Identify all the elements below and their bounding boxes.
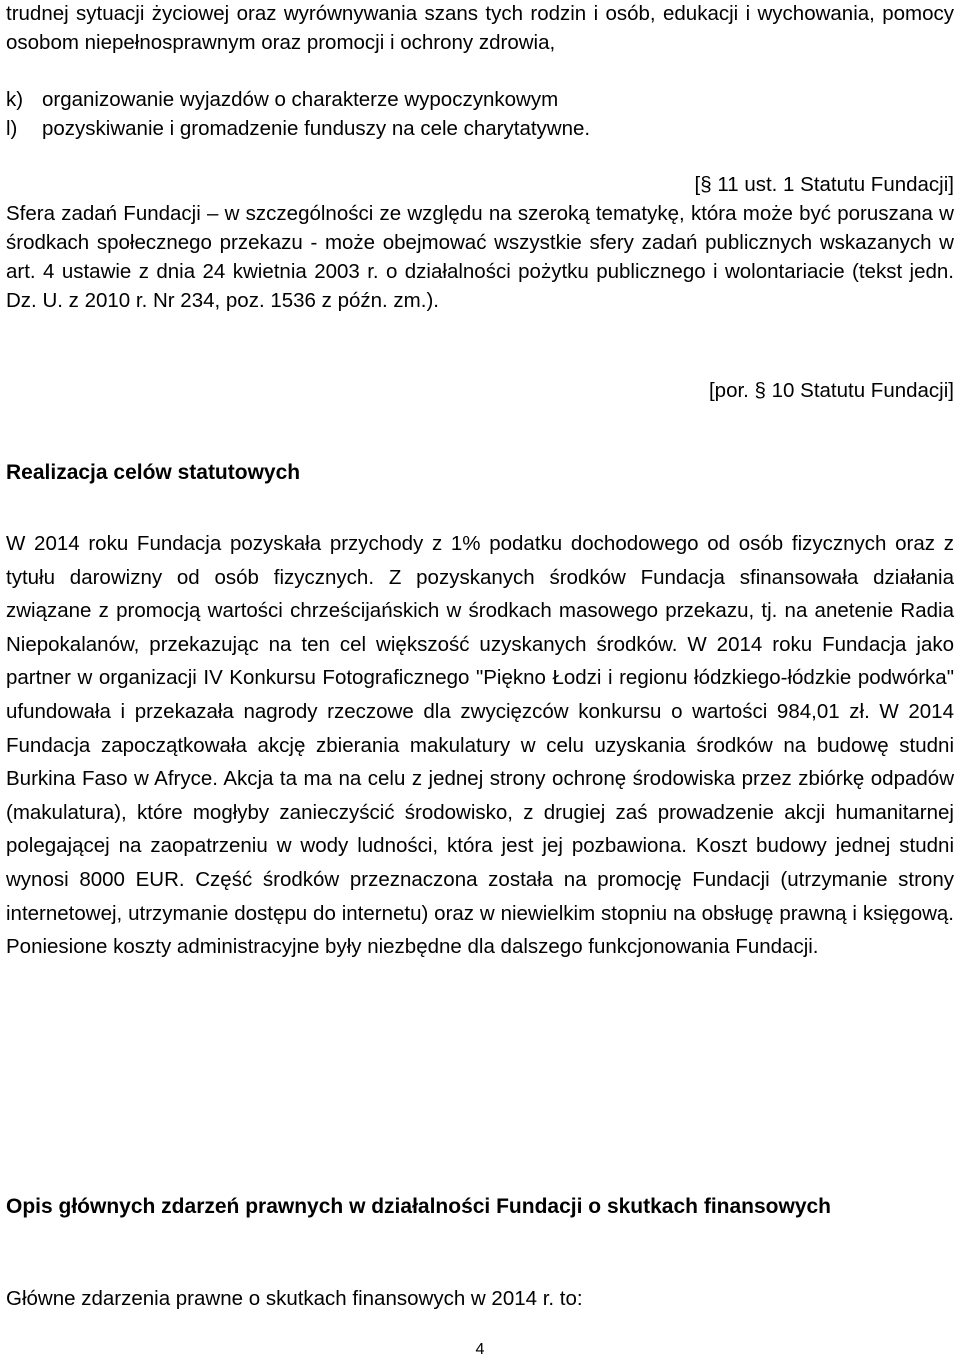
list-item-text: organizowanie wyjazdów o charakterze wypoczynkowym [42, 88, 559, 111]
list-marker: k) [6, 88, 24, 111]
statute-reference: [§ 11 ust. 1 Statutu Fundacji] [694, 173, 954, 196]
list-marker: l) [6, 117, 18, 140]
section-heading: Opis głównych zdarzeń prawnych w działalności Fundacji o skutkach finansowych [6, 1195, 832, 1218]
section-paragraph: W 2014 roku Fundacja pozyskała przychody z 1% podatku dochodowego od osób fizycznych oraz z tytułu darowizny od osób fizycznych. Z pozyskanych środków Fundacja sfinansowała działania związane z promocją wartości chrześcijańskich w środkach masowego przekazu, tj. na anetenie Radia Niepokalanów, przekazując na ten cel większość uzyskanych środków. W 2014 roku Fundacja jako partner w organizacji IV Konkursu Fotograficznego "Piękno Łodzi i regionu łódzkiego-łódzkie podwórka" ufundowała i przekazała nagrody rzeczowe dla zwycięzców konkursu o wartości 984,01 zł. W 2014 Fundacja zapoczątkowała akcję zbierania makulatury w celu uzyskania środków na budowę studni Burkina Faso w Afryce. Akcja ta ma na celu z jednej strony ochronę środowiska przez zbiórkę odpadów (makulatura), które mogłyby zanieczyścić środowisko, z drugiej zaś prowadzenie akcji humanitarnej polegającej na zaopatrzeniu w wody ludności, która jest jej pozbawiona. Koszt budowy jednej studni wynosi 8000 EUR. Część środków przeznaczona została na promocję Fundacji (utrzymanie strony internetowej, utrzymanie dostępu do internetu) oraz w niewielkim stopniu na obsługę prawną i księgową. Poniesione koszty administracyjne były niezbędne dla dalszego funkcjonowania Fundacji. [6, 532, 954, 959]
section-paragraph: Główne zdarzenia prawne o skutkach finansowych w 2014 r. to: [6, 1287, 583, 1310]
section-heading: Realizacja celów statutowych [6, 461, 301, 484]
page-number: 4 [475, 1341, 485, 1358]
statute-reference: [por. § 10 Statutu Fundacji] [708, 379, 954, 402]
list-item-text: pozyskiwanie i gromadzenie funduszy na cele charytatywne. [42, 117, 591, 140]
intro-continuation: trudnej sytuacji życiowej oraz wyrównywania szans tych rodzin i osób, edukacji i wychowania, pomocy osobom niepełnosprawnym oraz promocji i ochrony zdrowia, [6, 2, 954, 54]
scope-paragraph: Sfera zadań Fundacji – w szczególności ze względu na szeroką tematykę, która może być poruszana w środkach społecznego przekazu - może obejmować wszystkie sfery zadań publicznych wskazanych w art. 4 ustawie z dnia 24 kwietnia 2003 r. o działalności pożytku publicznego i wolontariacie (tekst jedn. Dz. U. z 2010 r. Nr 234, poz. 1536 z późn. zm.). [6, 202, 954, 312]
list-item-k [6, 85, 954, 114]
list-item-l [6, 114, 954, 143]
